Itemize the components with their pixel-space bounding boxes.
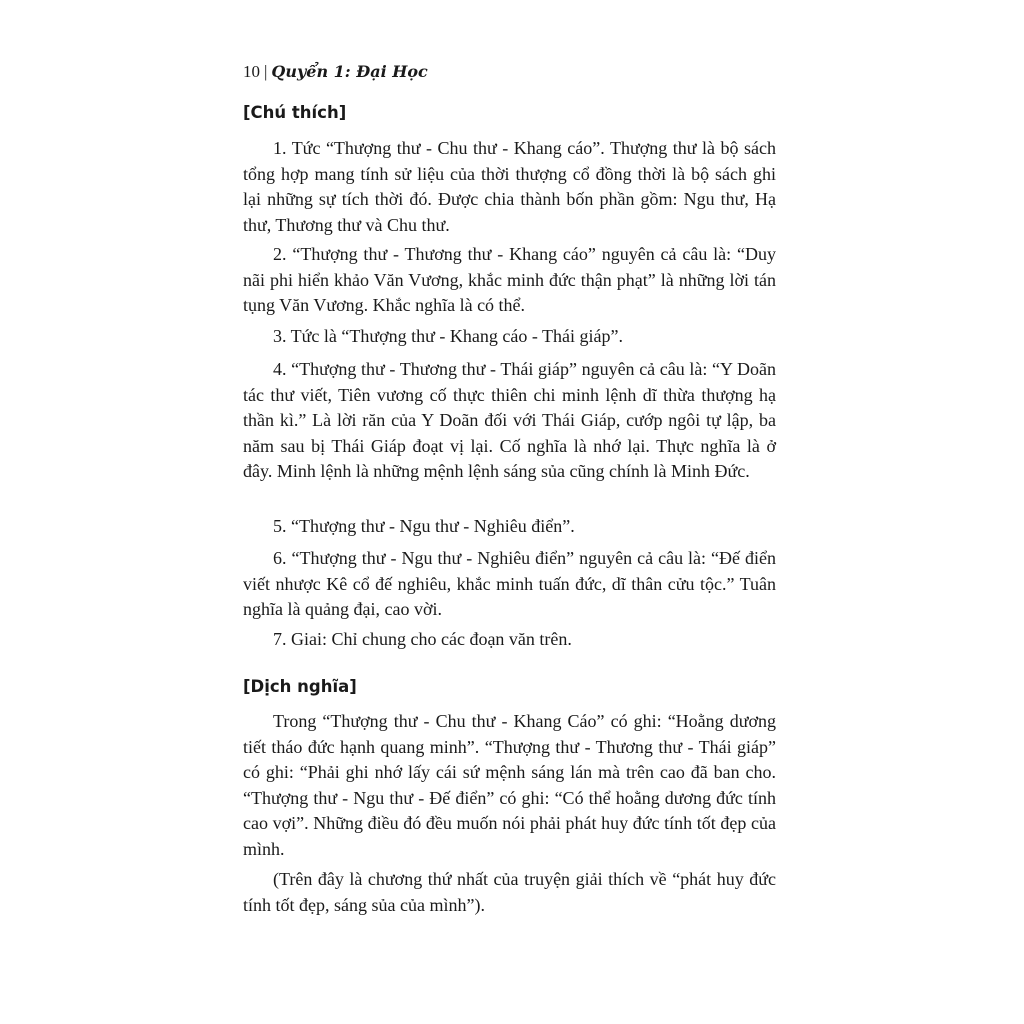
note-item-4: 4. “Thượng thư - Thương thư - Thái giáp” nguyên cả câu là: “Y Doãn tác thư viết, Tiên vương cố thực thiên chi minh lệnh dĩ thừa thượng hạ thần kì.” Là lời răn của Y Doãn đối với Thái Giáp, cướp ngôi tự lập, ba năm sau bị Thái Giáp đoạt vị lại. Cố nghĩa là nhớ lại. Thực nghĩa là ở đây. Minh lệnh là những mệnh lệnh sáng sủa cũng chính là Minh Đức.: [243, 359, 776, 481]
page-number: 10: [243, 62, 260, 81]
running-header: [243, 60, 428, 84]
note-item-6: 6. “Thượng thư - Ngu thư - Nghiêu điển” nguyên cả câu là: “Đế điển viết nhược Kê cổ đế nghiêu, khắc minh tuấn đức, dĩ thân cửu tộc.” Tuân nghĩa là quảng đại, cao vời.: [243, 548, 776, 619]
note-item-5: 5. “Thượng thư - Ngu thư - Nghiêu điển”.: [273, 516, 575, 536]
book-title: Quyển 1: Đại Học: [271, 62, 428, 81]
translation-paragraph-1: Trong “Thượng thư - Chu thư - Khang Cáo” có ghi: “Hoằng dương tiết tháo đức hạnh quang minh”. “Thượng thư - Thương thư - Thái giáp” có ghi: “Phải ghi nhớ lấy cái sứ mệnh sáng lán mà trên cao đã ban cho. “Thượng thư - Ngu thư - Đế điển” có ghi: “Có thể hoằng dương đức tính cao vợi”. Những điều đó đều muốn nói phải phát huy đức tính tốt đẹp của mình.: [243, 711, 776, 859]
notes-heading: [Chú thích]: [243, 103, 347, 122]
note-item-7: 7. Giai: Chỉ chung cho các đoạn văn trên.: [273, 629, 572, 649]
note-item-1: 1. Tức “Thượng thư - Chu thư - Khang cáo”. Thượng thư là bộ sách tổng hợp mang tính sử liệu của thời thượng cổ đồng thời là bộ sách ghi lại những sự tích thời đó. Được chia thành bốn phần gồm: Ngu thư, Hạ thư, Thương thư và Chu thư.: [243, 138, 776, 235]
note-item-2: 2. “Thượng thư - Thương thư - Khang cáo” nguyên cả câu là: “Duy nãi phi hiển khảo Văn Vương, khắc minh đức thận phạt” là những lời tán tụng Văn Vương. Khắc nghĩa là có thể.: [243, 244, 776, 315]
translation-paragraph-2: (Trên đây là chương thứ nhất của truyện giải thích về “phát huy đức tính tốt đẹp, sáng sủa của mình”).: [243, 869, 776, 915]
note-item-3: 3. Tức là “Thượng thư - Khang cáo - Thái giáp”.: [273, 326, 624, 346]
header-separator: |: [264, 62, 268, 81]
translation-heading: [Dịch nghĩa]: [243, 677, 357, 696]
